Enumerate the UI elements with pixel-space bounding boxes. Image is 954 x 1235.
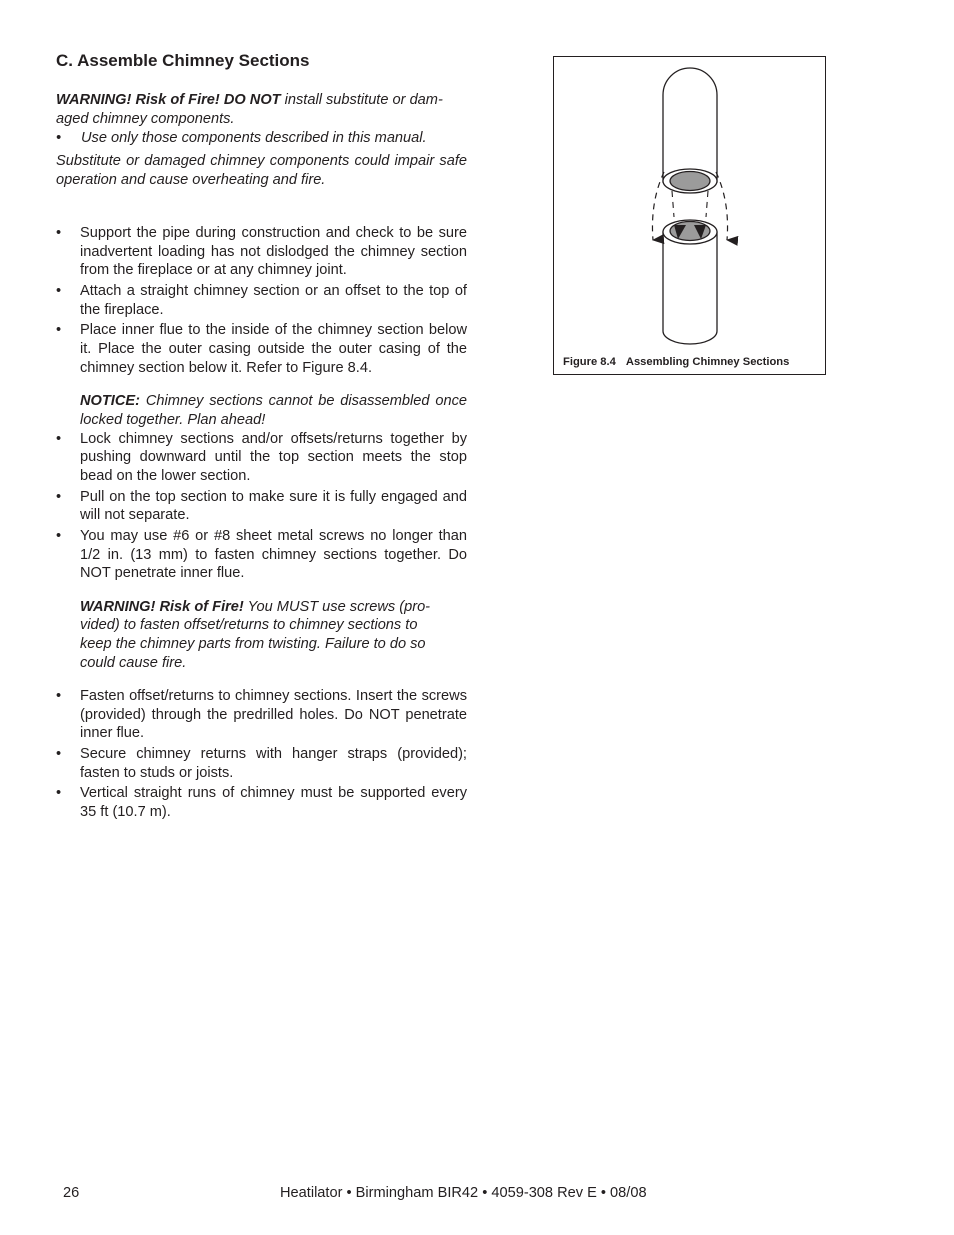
right-arrow-icon [716, 172, 728, 240]
lower-chimney-section [663, 220, 717, 344]
alignment-guide-lines [672, 191, 708, 217]
notice-label: NOTICE: [80, 392, 140, 409]
fire-warning [56, 91, 467, 190]
left-arrow-icon [652, 172, 664, 240]
bullet-list-b [56, 430, 467, 584]
warning-label: WARNING! Risk of Fire! DO NOT [56, 91, 281, 108]
list-item: • Place inner flue to the inside of the chimney section below it. Place the outer casing outside the outer casing of the chimney section below it. Refer to Figure 8.4. [56, 321, 467, 376]
warning-bullet-text: Use only those components described in this manual. [81, 130, 427, 147]
list-item: • Secure chimney returns with hanger straps (provided); fasten to studs or joists. [56, 745, 467, 781]
chimney-assembly-illustration [554, 57, 827, 357]
section-title: C. Assemble Chimney Sections [56, 51, 310, 70]
figure-caption [563, 356, 789, 368]
bullet-list-c [56, 687, 467, 822]
warning-paragraph: Substitute or damaged chimney components could impair safe operation and cause overheating and fire. [56, 153, 467, 188]
upper-chimney-section [663, 68, 717, 193]
list-item: • You may use #6 or #8 sheet metal screws no longer than 1/2 in. (13 mm) to fasten chimney sections together. Do NOT penetrate inner flue. [56, 527, 467, 582]
list-item: • Pull on the top section to make sure it is fully engaged and will not separate. [56, 488, 467, 524]
figure-8-4 [553, 56, 826, 375]
list-item: • Attach a straight chimney section or an offset to the top of the fireplace. [56, 282, 467, 318]
list-item: • Support the pipe during construction and check to be sure inadvertent loading has not dislodged the chimney section from the fireplace or at any chimney joint. [56, 224, 467, 279]
list-item: • Lock chimney sections and/or offsets/returns together by pushing downward until the top section meets the stop bead on the lower section. [56, 430, 467, 485]
warning-bullet [56, 129, 467, 148]
screw-warning: WARNING! Risk of Fire! You MUST use screws (pro- vided) to fasten offset/returns to chimney sections to keep the chimney parts from twisting. Failure to do so could cause fire. [80, 598, 431, 672]
notice [56, 392, 467, 430]
warning-text-1: install substitute or dam- [280, 91, 443, 108]
figure-title: Assembling Chimney Sections [625, 356, 790, 368]
figure-number: Figure 8.4 [563, 356, 616, 368]
list-item: • Vertical straight runs of chimney must be supported every 35 ft (10.7 m). [56, 785, 467, 820]
warning-text-2: aged chimney components. [56, 110, 235, 127]
list-item: • Fasten offset/returns to chimney sections. Insert the screws (provided) through the predrilled holes. Do NOT penetrate inner flue. [56, 687, 467, 742]
warning-label: WARNING! Risk of Fire! [80, 598, 244, 615]
left-column [56, 52, 467, 823]
notice-text: Chimney sections cannot be disassembled once locked together. Plan ahead! [80, 392, 467, 428]
footer-doc-info: Heatilator • Birmingham BIR42 • 4059-308 Rev E • 08/08 [280, 1185, 647, 1201]
bullet-list-a [56, 224, 467, 378]
bullet-mark: • [56, 130, 62, 147]
page-number: 26 [63, 1185, 80, 1201]
